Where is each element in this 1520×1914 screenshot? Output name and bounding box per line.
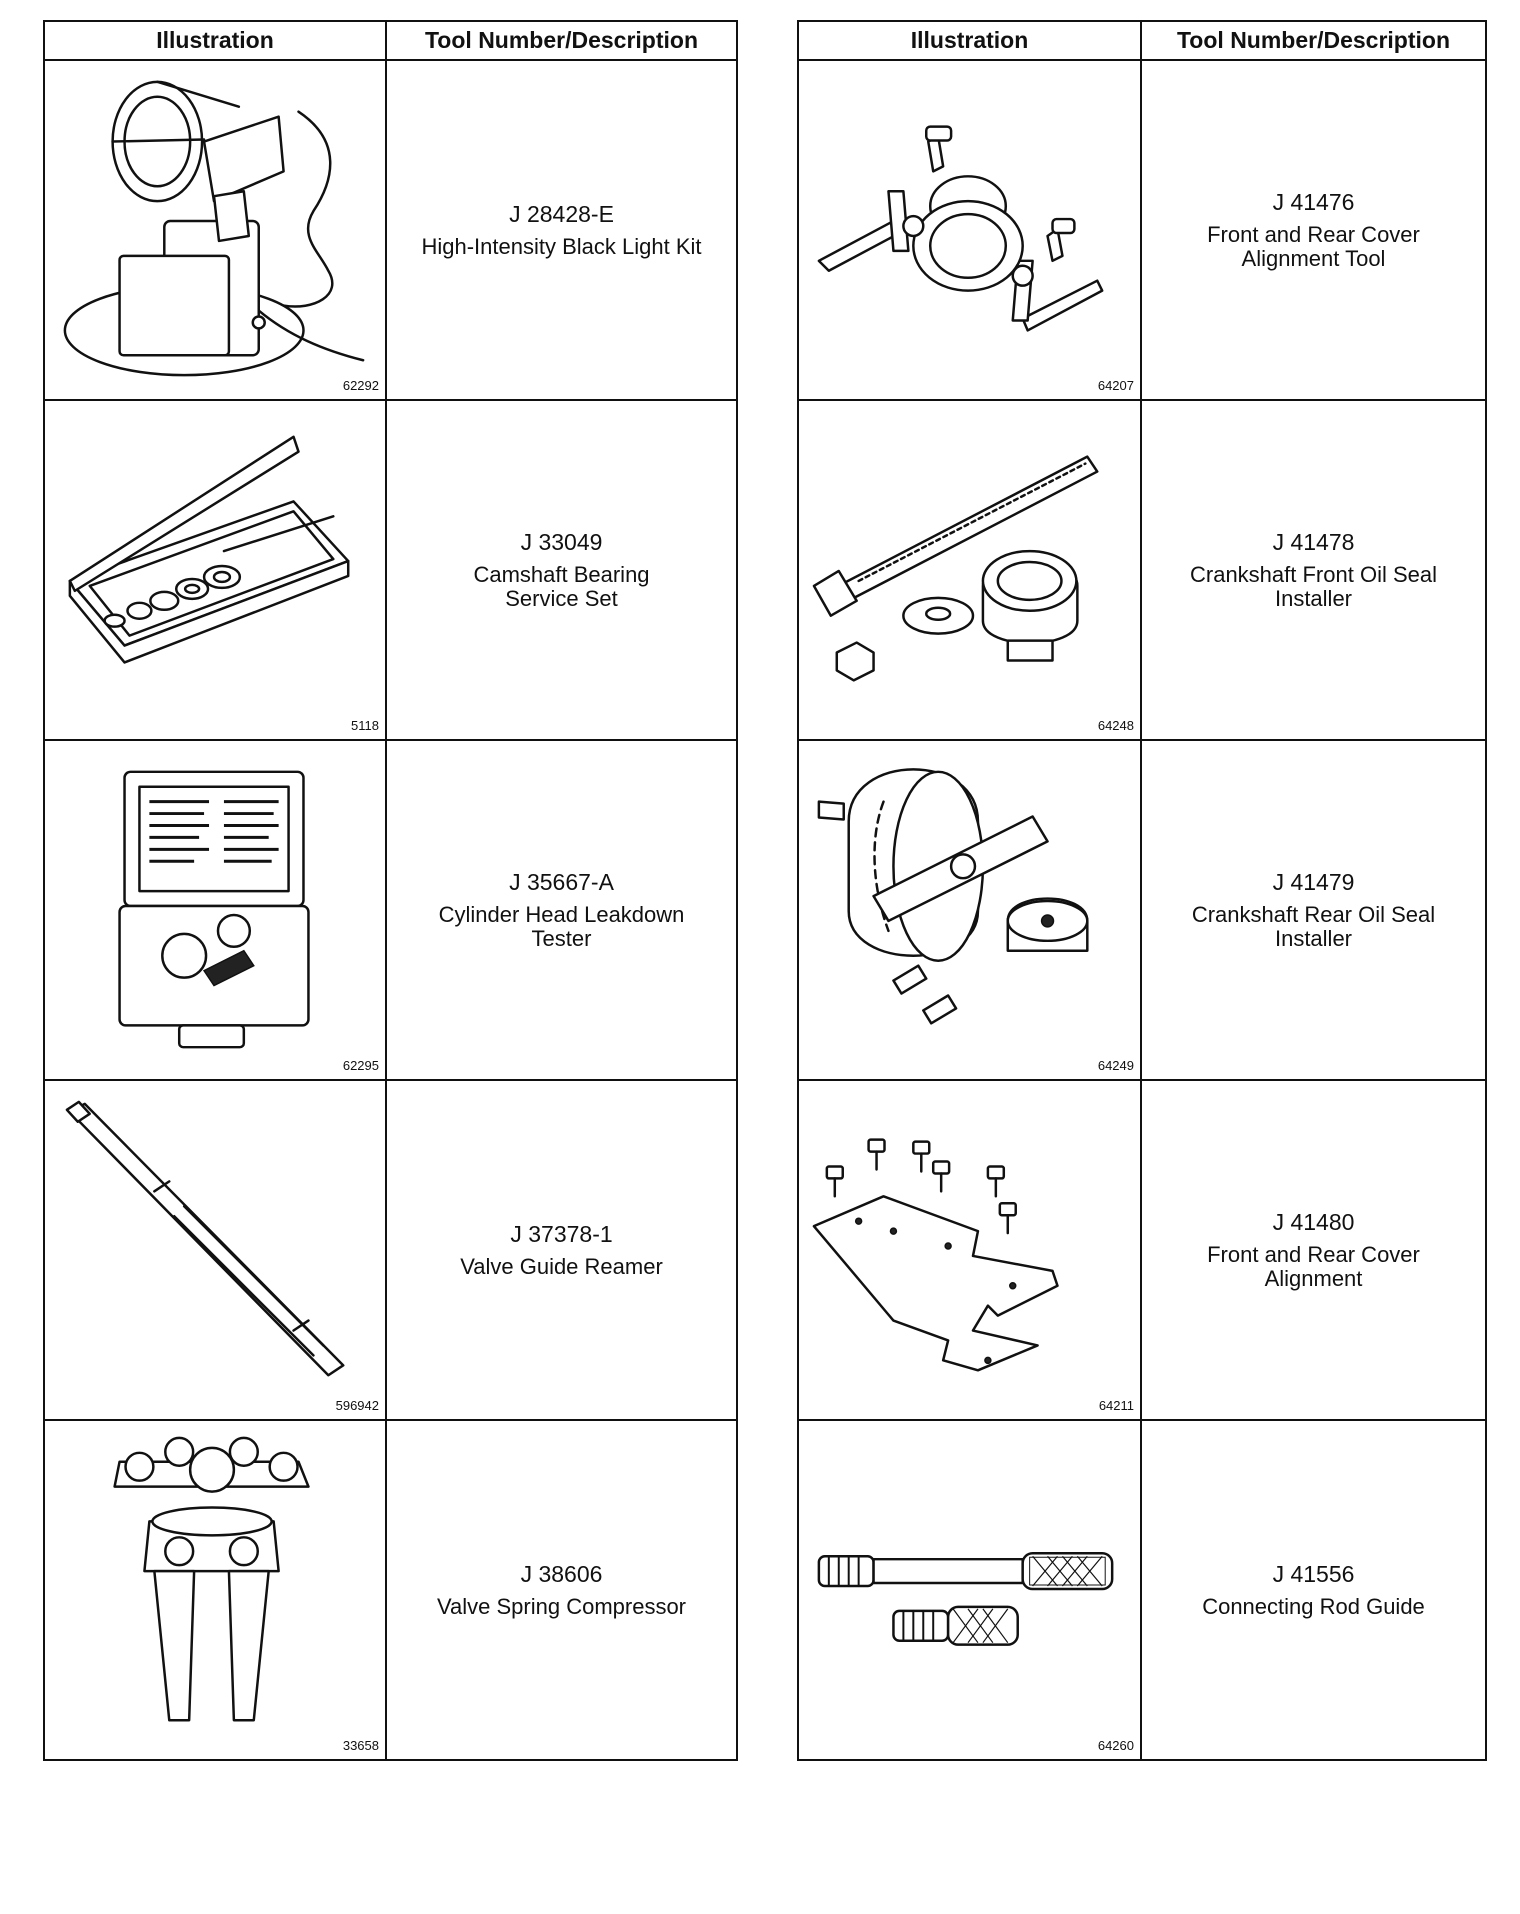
figure-number: 33658 [342, 1738, 379, 1753]
illustration-cell [798, 1420, 1141, 1760]
illustration-cell [44, 1080, 386, 1420]
tool-number: J 28428-E [509, 201, 614, 227]
figure-number: 64211 [1098, 1398, 1134, 1413]
figure-number: 596942 [335, 1398, 379, 1413]
tool-number: J 41479 [1272, 869, 1355, 895]
tool-description: Crankshaft Front Oil Seal Installer [1190, 562, 1437, 611]
figure-number: 64248 [1097, 718, 1134, 733]
figure-number: 64207 [1097, 378, 1134, 393]
reamer-icon [45, 1081, 385, 1419]
figure-number: 64249 [1097, 1058, 1134, 1073]
tool-description: Valve Spring Compressor [436, 1594, 687, 1619]
description-cell [1141, 740, 1486, 1080]
spring-compressor-icon [45, 1421, 385, 1759]
illustration-cell [44, 60, 386, 400]
header-row [798, 21, 1486, 60]
header-tool-number: Tool Number/Description [386, 21, 737, 60]
tool-description: Front and Rear Cover Alignment [1207, 1242, 1420, 1291]
figure-number: 64260 [1097, 1738, 1134, 1753]
tool-number: J 41556 [1272, 1561, 1355, 1587]
description-cell [386, 1080, 737, 1420]
tool-table-left [43, 20, 738, 1761]
table-row [798, 740, 1486, 1080]
tool-number: J 41478 [1272, 529, 1355, 555]
illustration-cell [798, 1080, 1141, 1420]
alignment-plate-icon [799, 1081, 1140, 1419]
header-tool-number: Tool Number/Description [1141, 21, 1486, 60]
table-row [798, 1420, 1486, 1760]
header-illustration: Illustration [798, 21, 1141, 60]
figure-number: 62295 [342, 1058, 379, 1073]
rod-guide-icon [799, 1421, 1140, 1759]
description-cell [1141, 60, 1486, 400]
tool-number: J 33049 [520, 529, 603, 555]
tool-number: J 38606 [520, 1561, 603, 1587]
description-cell [386, 740, 737, 1080]
description-cell [1141, 400, 1486, 740]
tool-number: J 35667-A [509, 869, 614, 895]
figure-number: 5118 [351, 718, 379, 733]
tool-description: Connecting Rod Guide [1202, 1594, 1425, 1619]
table-row [798, 1080, 1486, 1420]
front-seal-installer-icon [799, 401, 1140, 739]
tool-number: J 41480 [1272, 1209, 1355, 1235]
header-illustration: Illustration [44, 21, 386, 60]
figure-number: 62292 [342, 378, 379, 393]
table-row [44, 1420, 737, 1760]
tool-number: J 41476 [1272, 189, 1355, 215]
tool-description: High-Intensity Black Light Kit [421, 234, 702, 259]
description-cell [386, 400, 737, 740]
table-row [44, 60, 737, 400]
illustration-cell [798, 400, 1141, 740]
table-row [798, 400, 1486, 740]
leakdown-tester-case-icon [45, 741, 385, 1079]
description-cell [1141, 1420, 1486, 1760]
black-light-kit-icon [45, 61, 385, 399]
tool-description: Valve Guide Reamer [460, 1254, 663, 1279]
tool-description: Cylinder Head Leakdown Tester [438, 902, 685, 951]
tool-description: Front and Rear Cover Alignment Tool [1207, 222, 1420, 271]
header-row [44, 21, 737, 60]
illustration-cell [798, 740, 1141, 1080]
tool-number: J 37378-1 [510, 1221, 613, 1247]
table-row [798, 60, 1486, 400]
illustration-cell [44, 1420, 386, 1760]
rear-seal-installer-icon [799, 741, 1140, 1079]
table-row [44, 740, 737, 1080]
description-cell [386, 1420, 737, 1760]
bearing-service-set-icon [45, 401, 385, 739]
description-cell [1141, 1080, 1486, 1420]
table-row [44, 1080, 737, 1420]
illustration-cell [44, 740, 386, 1080]
cover-alignment-tool-icon [799, 61, 1140, 399]
tool-table-right [797, 20, 1487, 1761]
tool-description: Crankshaft Rear Oil Seal Installer [1191, 902, 1436, 951]
illustration-cell [44, 400, 386, 740]
tool-description: Camshaft Bearing Service Set [473, 562, 650, 611]
illustration-cell [798, 60, 1141, 400]
table-row [44, 400, 737, 740]
description-cell [386, 60, 737, 400]
